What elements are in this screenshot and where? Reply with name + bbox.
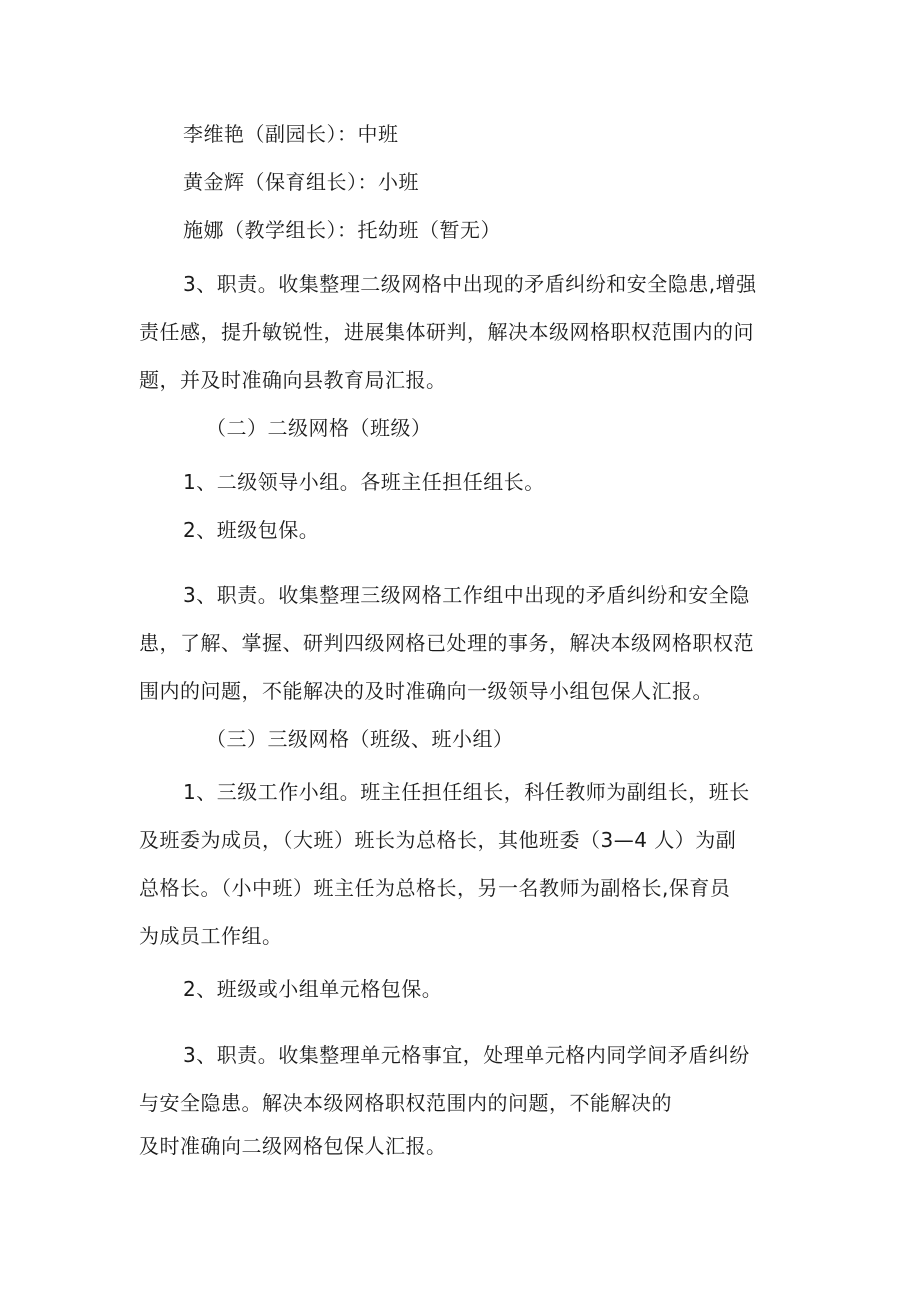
paragraph-line: 3、职责。收集整理单元格事宜，处理单元格内同学间矛盾纠纷 — [183, 1043, 750, 1067]
member-line-shi: 施娜（教学组长）：托幼班（暂无） — [183, 218, 501, 242]
paragraph-line: 2、班级或小组单元格包保。 — [183, 977, 443, 1001]
paragraph-line: 1、三级工作小组。班主任担任组长，科任教师为副组长，班长 — [183, 780, 750, 804]
paragraph-line: 及班委为成员，（大班）班长为总格长，其他班委（3—4 人）为副 — [139, 828, 737, 852]
paragraph-line: 与安全隐患。解决本级网格职权范围内的问题，不能解决的 — [139, 1091, 672, 1115]
paragraph-line: 围内的问题，不能解决的及时准确向一级领导小组包保人汇报。 — [139, 679, 713, 703]
paragraph-line: 患，了解、掌握、研判四级网格已处理的事务，解决本级网格职权范 — [139, 631, 754, 655]
paragraph-line: 题，并及时准确向县教育局汇报。 — [139, 368, 447, 392]
section-heading-level-3: （三）三级网格（班级、班小组） — [206, 727, 514, 751]
paragraph-line: 2、班级包保。 — [183, 518, 320, 542]
section-heading-level-2: （二）二级网格（班级） — [206, 416, 432, 440]
member-line-li: 李维艳（副园长）：中班 — [183, 122, 399, 146]
paragraph-line: 1、二级领导小组。各班主任担任组长。 — [183, 470, 545, 494]
paragraph-line: 为成员工作组。 — [139, 924, 283, 948]
paragraph-line: 3、职责。收集整理三级网格工作组中出现的矛盾纠纷和安全隐 — [183, 583, 750, 607]
paragraph-line: 总格长。（小中班）班主任为总格长，另一名教师为副格长,保育员 — [139, 876, 731, 900]
paragraph-line: 3、职责。收集整理二级网格中出现的矛盾纠纷和安全隐患,增强 — [183, 272, 757, 296]
member-line-huang: 黄金辉（保育组长）：小班 — [183, 170, 419, 194]
paragraph-line: 责任感，提升敏锐性，进展集体研判，解决本级网格职权范围内的问 — [139, 320, 754, 344]
paragraph-line: 及时准确向二级网格包保人汇报。 — [139, 1134, 447, 1158]
